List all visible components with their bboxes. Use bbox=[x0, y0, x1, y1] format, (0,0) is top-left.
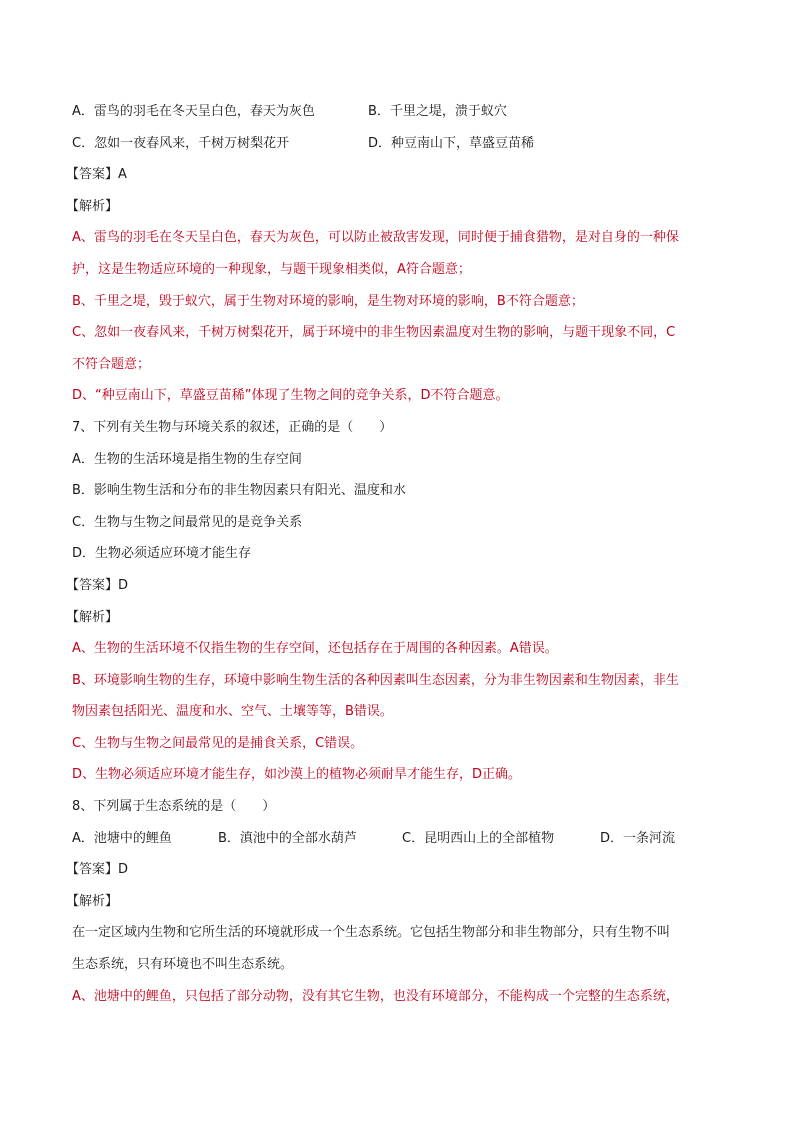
q6-option-c: C．忽如一夜春风来，千树万树梨花开 bbox=[72, 135, 290, 151]
q7-analysis-line: C、生物与生物之间最常见的是捕食关系，C错误。 bbox=[72, 735, 364, 751]
answer-value: D bbox=[118, 577, 129, 593]
q6-analysis-line: A、雷鸟的羽毛在冬天呈白色，春天为灰色，可以防止被敌害发现，同时便于捕食猎物，是对自身的一种保 bbox=[72, 230, 679, 246]
answer-value: A bbox=[118, 167, 127, 183]
q8-analysis-line: A、池塘中的鲤鱼，只包括了部分动物，没有其它生物，也没有环境部分，不能构成一个完整的生态系统， bbox=[72, 988, 679, 1004]
document-content bbox=[66, 101, 732, 1017]
q7-analysis-label: 【解析】 bbox=[66, 609, 119, 625]
q8-answer bbox=[66, 859, 732, 880]
q8-analysis-label: 【解析】 bbox=[66, 893, 119, 909]
q6-answer bbox=[66, 164, 732, 185]
q7-option-a: A．生物的生活环境是指生物的生存空间 bbox=[72, 451, 302, 467]
q8-option-a: A．池塘中的鲤鱼 bbox=[72, 830, 172, 846]
q7-analysis-line: D、生物必须适应环境才能生存，如沙漠上的植物必须耐旱才能生存，D正确。 bbox=[72, 767, 522, 783]
q8-option-d: D．一条河流 bbox=[600, 830, 676, 846]
q6-option-b: B．千里之堤，溃于蚁穴 bbox=[368, 104, 507, 119]
q6-analysis-line: D、“种豆南山下，草盛豆苗稀”体现了生物之间的竞争关系，D不符合题意。 bbox=[72, 388, 509, 404]
q7-stem: 7、下列有关生物与环境关系的叙述，正确的是（ ） bbox=[72, 419, 393, 435]
q7-analysis-line: 物因素包括阳光、温度和水、空气、土壤等等，B错误。 bbox=[72, 704, 393, 720]
answer-label: 【答案】 bbox=[66, 167, 119, 183]
q7-option-c: C．生物与生物之间最常见的是竞争关系 bbox=[72, 514, 303, 530]
q6-option-a: A．雷鸟的羽毛在冬天呈白色，春天为灰色 bbox=[72, 104, 315, 119]
q7-answer bbox=[66, 575, 732, 596]
q7-analysis-line: A、生物的生活环境不仅指生物的生存空间，还包括存在于周围的各种因素。A错误。 bbox=[72, 641, 558, 657]
q6-analysis-line: B、千里之堤，毁于蚁穴，属于生物对环境的影响，是生物对环境的影响，B不符合题意； bbox=[72, 293, 584, 309]
q6-option-d: D．种豆南山下，草盛豆苗稀 bbox=[368, 135, 535, 151]
q6-options-row-1 bbox=[72, 101, 732, 122]
q6-analysis-line: C、忽如一夜春风来，千树万树梨花开，属于环境中的非生物因素温度对生物的影响，与题干现象不同，C bbox=[72, 325, 676, 341]
q7-analysis-line: B、环境影响生物的生存，环境中影响生物生活的各种因素叫生态因素，分为非生物因素和生物因素，非生 bbox=[72, 672, 679, 688]
q8-analysis-intro-line: 在一定区域内生物和它所生活的环境就形成一个生态系统。它包括生物部分和非生物部分，只有生物不叫 bbox=[72, 925, 671, 941]
q8-analysis-intro-line: 生态系统，只有环境也不叫生态系统。 bbox=[72, 957, 294, 973]
answer-value: D bbox=[118, 862, 129, 878]
q6-analysis-line: 护，这是生物适应环境的一种现象，与题干现象相类似，A符合题意； bbox=[72, 261, 471, 277]
q8-options-row bbox=[72, 828, 732, 849]
q6-options-row-2 bbox=[72, 133, 732, 154]
q6-analysis-line: 不符合题意； bbox=[72, 356, 151, 372]
q7-option-d: D．生物必须适应环境才能生存 bbox=[72, 546, 252, 562]
answer-label: 【答案】 bbox=[66, 862, 119, 878]
q8-option-b: B．滇池中的全部水葫芦 bbox=[218, 830, 357, 846]
answer-label: 【答案】 bbox=[66, 577, 119, 593]
q8-option-c: C．昆明西山上的全部植物 bbox=[402, 830, 555, 846]
q7-option-b: B．影响生物生活和分布的非生物因素只有阳光、温度和水 bbox=[72, 483, 406, 499]
q6-analysis-label: 【解析】 bbox=[66, 198, 119, 214]
q8-stem: 8、下列属于生态系统的是（ ） bbox=[72, 799, 276, 815]
